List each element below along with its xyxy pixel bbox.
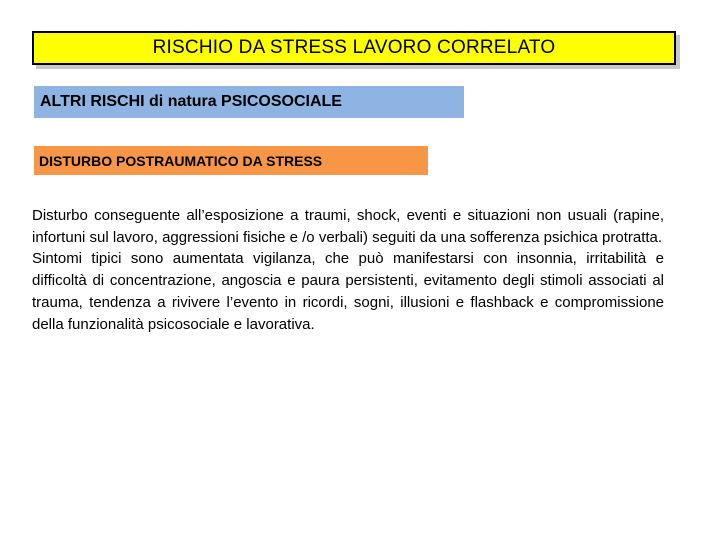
section-heading-box [34,86,464,118]
definition-paragraph: Disturbo conseguente all’esposizione a traumi, shock, eventi e situazioni non usuali (rapine, infortuni sul lavoro, aggressioni fisiche e /o verbali) seguiti da una sofferenza psichica protratta. [32,207,664,246]
slide-title: RISCHIO DA STRESS LAVORO CORRELATO [152,37,556,58]
subsection-heading: DISTURBO POSTRAUMATICO DA STRESS [39,152,323,169]
body-text [32,205,664,335]
section-heading: ALTRI RISCHI di natura PSICOSOCIALE [40,93,342,110]
symptoms-paragraph: Sintomi tipici sono aumentata vigilanza, che può manifestarsi con insonnia, irritabilità e difficoltà di concentrazione, angoscia e paura persistenti, evitamento degli stimoli associati al trauma, tendenza a rivivere l’evento in ricordi, sogni, illusioni e flashback e compromissione della funzionalità psicosociale e lavorativa. [32,250,664,333]
slide-title-box [32,31,676,65]
subsection-heading-box [34,146,428,175]
